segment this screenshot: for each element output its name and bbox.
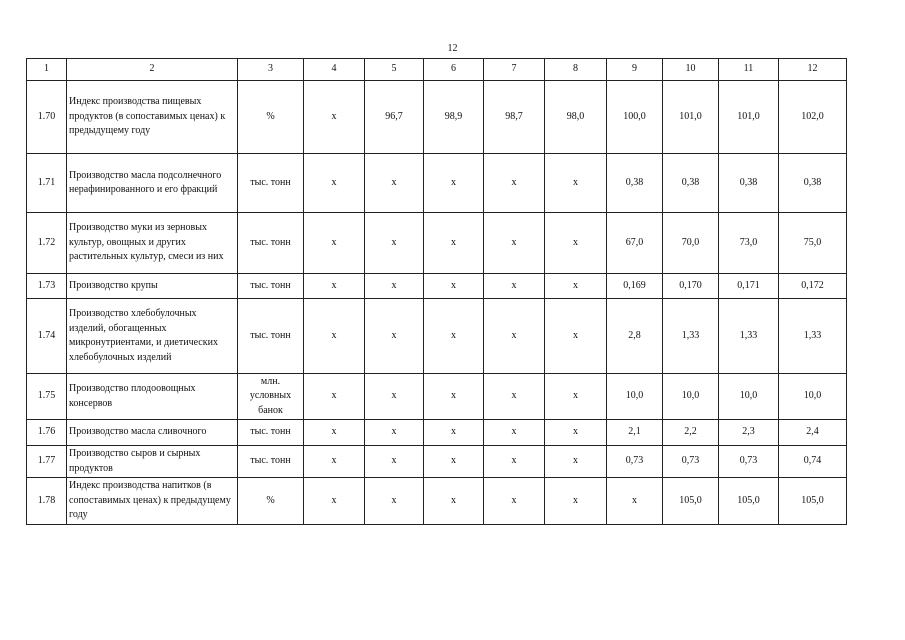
column-header: 11 <box>719 59 779 81</box>
value-cell: 0,38 <box>779 154 847 213</box>
value-cell: 100,0 <box>607 81 663 154</box>
unit-cell: тыс. тонн <box>238 299 304 374</box>
value-cell: 2,3 <box>719 420 779 446</box>
value-cell: х <box>424 154 484 213</box>
indicator-name: Производство крупы <box>67 274 238 299</box>
value-cell: 2,4 <box>779 420 847 446</box>
value-cell: х <box>545 213 607 274</box>
value-cell: х <box>304 274 365 299</box>
indicator-name: Производство масла сливочного <box>67 420 238 446</box>
row-number: 1.74 <box>27 299 67 374</box>
value-cell: 0,170 <box>663 274 719 299</box>
page-number: 12 <box>447 43 458 54</box>
value-cell: 10,0 <box>779 374 847 420</box>
row-number: 1.78 <box>27 478 67 525</box>
value-cell: х <box>365 478 424 525</box>
indicator-name: Индекс производства напитков (в сопоставимых ценах) к предыдущему году <box>67 478 238 525</box>
indicator-name: Производство муки из зерновых культур, овощных и других растительных культур, смеси из них <box>67 213 238 274</box>
value-cell: х <box>304 446 365 478</box>
value-cell: х <box>424 299 484 374</box>
value-cell: х <box>365 374 424 420</box>
value-cell: х <box>424 420 484 446</box>
value-cell: 98,0 <box>545 81 607 154</box>
column-header: 7 <box>484 59 545 81</box>
value-cell: 0,73 <box>607 446 663 478</box>
value-cell: х <box>424 274 484 299</box>
indicator-name: Производство масла подсолнечного нерафинированного и его фракций <box>67 154 238 213</box>
value-cell: 1,33 <box>719 299 779 374</box>
row-number: 1.71 <box>27 154 67 213</box>
row-number: 1.70 <box>27 81 67 154</box>
value-cell: х <box>304 478 365 525</box>
unit-cell: тыс. тонн <box>238 154 304 213</box>
column-header: 2 <box>67 59 238 81</box>
value-cell: 105,0 <box>663 478 719 525</box>
value-cell: х <box>545 446 607 478</box>
value-cell: х <box>304 374 365 420</box>
value-cell: х <box>365 154 424 213</box>
value-cell: 98,9 <box>424 81 484 154</box>
column-header: 9 <box>607 59 663 81</box>
value-cell: 105,0 <box>719 478 779 525</box>
column-header: 8 <box>545 59 607 81</box>
value-cell: 0,172 <box>779 274 847 299</box>
table-row <box>27 446 847 478</box>
value-cell: х <box>304 213 365 274</box>
value-cell: 101,0 <box>719 81 779 154</box>
value-cell: х <box>545 154 607 213</box>
value-cell: 70,0 <box>663 213 719 274</box>
table-row <box>27 374 847 420</box>
value-cell: 73,0 <box>719 213 779 274</box>
value-cell: х <box>607 478 663 525</box>
table-row <box>27 478 847 525</box>
value-cell: х <box>424 213 484 274</box>
value-cell: х <box>484 299 545 374</box>
value-cell: х <box>304 299 365 374</box>
column-header: 12 <box>779 59 847 81</box>
value-cell: х <box>545 420 607 446</box>
value-cell: х <box>365 446 424 478</box>
unit-cell: тыс. тонн <box>238 420 304 446</box>
table-row <box>27 420 847 446</box>
value-cell: 1,33 <box>663 299 719 374</box>
column-header: 6 <box>424 59 484 81</box>
value-cell: 0,38 <box>663 154 719 213</box>
value-cell: 0,73 <box>663 446 719 478</box>
value-cell: 67,0 <box>607 213 663 274</box>
value-cell: 2,1 <box>607 420 663 446</box>
unit-cell: тыс. тонн <box>238 446 304 478</box>
value-cell: х <box>365 299 424 374</box>
column-header: 1 <box>27 59 67 81</box>
value-cell: х <box>484 154 545 213</box>
indicator-name: Индекс производства пищевых продуктов (в сопоставимых ценах) к предыдущему году <box>67 81 238 154</box>
table-row <box>27 154 847 213</box>
value-cell: х <box>304 420 365 446</box>
value-cell: 96,7 <box>365 81 424 154</box>
row-number: 1.73 <box>27 274 67 299</box>
value-cell: 0,74 <box>779 446 847 478</box>
value-cell: х <box>365 420 424 446</box>
value-cell: 1,33 <box>779 299 847 374</box>
unit-cell: млн. условных банок <box>238 374 304 420</box>
value-cell: 98,7 <box>484 81 545 154</box>
value-cell: 0,169 <box>607 274 663 299</box>
value-cell: 10,0 <box>663 374 719 420</box>
value-cell: х <box>545 478 607 525</box>
value-cell: х <box>484 213 545 274</box>
value-cell: х <box>545 374 607 420</box>
indicator-name: Производство хлебобулочных изделий, обогащенных микронутриентами, и диетических хлебобулочных изделий <box>67 299 238 374</box>
value-cell: 2,8 <box>607 299 663 374</box>
row-number: 1.76 <box>27 420 67 446</box>
value-cell: х <box>484 446 545 478</box>
value-cell: 0,38 <box>607 154 663 213</box>
unit-cell: % <box>238 81 304 154</box>
row-number: 1.77 <box>27 446 67 478</box>
row-number: 1.72 <box>27 213 67 274</box>
unit-cell: тыс. тонн <box>238 274 304 299</box>
table-row <box>27 274 847 299</box>
value-cell: 0,73 <box>719 446 779 478</box>
column-header: 4 <box>304 59 365 81</box>
value-cell: х <box>545 274 607 299</box>
row-number: 1.75 <box>27 374 67 420</box>
value-cell: х <box>365 274 424 299</box>
value-cell: х <box>484 274 545 299</box>
value-cell: х <box>424 478 484 525</box>
value-cell: х <box>304 81 365 154</box>
table-row <box>27 213 847 274</box>
value-cell: 102,0 <box>779 81 847 154</box>
column-header: 3 <box>238 59 304 81</box>
header-row <box>27 59 847 81</box>
value-cell: 0,171 <box>719 274 779 299</box>
value-cell: х <box>304 154 365 213</box>
value-cell: х <box>484 420 545 446</box>
value-cell: 2,2 <box>663 420 719 446</box>
indicator-name: Производство плодоовощных консервов <box>67 374 238 420</box>
table-row <box>27 299 847 374</box>
value-cell: 75,0 <box>779 213 847 274</box>
value-cell: 101,0 <box>663 81 719 154</box>
value-cell: 10,0 <box>719 374 779 420</box>
value-cell: х <box>424 446 484 478</box>
value-cell: 10,0 <box>607 374 663 420</box>
value-cell: х <box>545 299 607 374</box>
column-header: 10 <box>663 59 719 81</box>
unit-cell: тыс. тонн <box>238 213 304 274</box>
value-cell: 105,0 <box>779 478 847 525</box>
unit-cell: % <box>238 478 304 525</box>
value-cell: х <box>484 478 545 525</box>
column-header: 5 <box>365 59 424 81</box>
table-row <box>27 81 847 154</box>
data-table <box>26 58 847 525</box>
value-cell: х <box>365 213 424 274</box>
value-cell: х <box>484 374 545 420</box>
value-cell: х <box>424 374 484 420</box>
indicator-name: Производство сыров и сырных продуктов <box>67 446 238 478</box>
value-cell: 0,38 <box>719 154 779 213</box>
